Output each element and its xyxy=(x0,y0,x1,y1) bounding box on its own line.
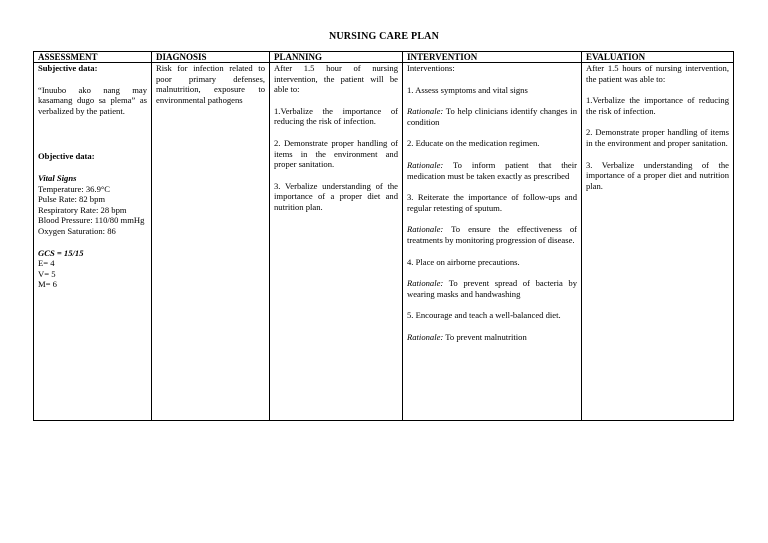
evaluation-item-2: 2. Demonstrate proper handling of items in the environment and proper sanitation. xyxy=(586,127,729,148)
vital-blood-pressure: Blood Pressure: 110/80 mmHg xyxy=(38,215,145,226)
vital-temperature: Temperature: 36.9°C xyxy=(38,183,111,194)
intervention-item-4: 4. Place on airborne precautions. xyxy=(407,256,520,267)
intervention-cell xyxy=(403,63,582,421)
diagnosis-text: Risk for infection related to poor primary defenses, malnutrition, exposure to environmental pathogens xyxy=(156,63,265,105)
rationale-1 xyxy=(407,106,577,127)
vital-signs-label: Vital Signs xyxy=(38,172,77,183)
header-row xyxy=(34,52,734,63)
objective-label: Objective data: xyxy=(38,151,95,162)
rationale-label: Rationale: xyxy=(407,106,444,117)
gcs-verbal: V= 5 xyxy=(38,268,56,279)
intervention-item-3: 3. Reiterate the importance of follow-ups and regular retesting of sputum. xyxy=(407,192,577,213)
rationale-text: To ensure the effectiveness of treatments by monitoring progression of disease. xyxy=(407,224,577,245)
header-diagnosis: DIAGNOSIS xyxy=(152,52,270,63)
gcs-label: GCS = 15/15 xyxy=(38,247,84,258)
evaluation-item-3: 3. Verbalize understanding of the importance of a proper diet and nutrition plan. xyxy=(586,159,729,191)
vital-pulse-rate: Pulse Rate: 82 bpm xyxy=(38,194,106,205)
planning-cell xyxy=(270,63,403,421)
vital-oxygen-saturation: Oxygen Saturation: 86 xyxy=(38,225,116,236)
header-planning: PLANNING xyxy=(270,52,403,63)
rationale-label: Rationale: xyxy=(407,278,444,289)
header-evaluation: EVALUATION xyxy=(582,52,734,63)
content-row xyxy=(34,63,734,421)
gcs-motor: M= 6 xyxy=(38,279,57,290)
planning-item-3: 3. Verbalize understanding of the importance of a proper diet and nutrition plan. xyxy=(274,180,398,212)
planning-item-2: 2. Demonstrate proper handling of items in the environment and proper sanitation. xyxy=(274,137,398,170)
rationale-label: Rationale: xyxy=(407,331,444,342)
planning-item-1: 1.Verbalize the importance of reducing the risk of infection. xyxy=(274,105,398,127)
rationale-label: Rationale: xyxy=(407,224,444,235)
rationale-4 xyxy=(407,278,577,299)
vital-respiratory-rate: Respiratory Rate: 28 bpm xyxy=(38,204,127,215)
evaluation-item-1: 1.Verbalize the importance of reducing the risk of infection. xyxy=(586,95,729,116)
rationale-label: Rationale: xyxy=(407,159,444,170)
rationale-text: To help clinicians identify changes in condition xyxy=(407,106,577,127)
diagnosis-cell xyxy=(152,63,270,421)
intervention-item-5: 5. Encourage and teach a well-balanced diet. xyxy=(407,310,561,321)
header-assessment: ASSESSMENT xyxy=(34,52,152,63)
rationale-2 xyxy=(407,160,577,181)
evaluation-intro: After 1.5 hours of nursing intervention, the patient was able to: xyxy=(586,63,729,84)
rationale-3 xyxy=(407,224,577,245)
intervention-item-2: 2. Educate on the medication regimen. xyxy=(407,138,540,149)
subjective-quote: “Inuubo ako nang may kasamang dugo sa plema” as verbalized by the patient. xyxy=(38,84,147,116)
subjective-label: Subjective data: xyxy=(38,63,98,73)
rationale-text: To inform patient that their medication must be taken exactly as prescribed xyxy=(407,159,577,181)
assessment-cell xyxy=(34,63,152,421)
rationale-5 xyxy=(407,332,577,343)
intervention-intro: Interventions: xyxy=(407,63,455,73)
evaluation-cell xyxy=(582,63,734,421)
intervention-item-1: 1. Assess symptoms and vital signs xyxy=(407,84,528,95)
header-intervention: INTERVENTION xyxy=(403,52,582,63)
rationale-text: To prevent spread of bacteria by wearing masks and handwashing xyxy=(407,278,577,299)
document-title: NURSING CARE PLAN xyxy=(328,31,440,42)
rationale-text: To prevent malnutrition xyxy=(443,331,527,342)
gcs-eye: E= 4 xyxy=(38,258,55,269)
planning-intro: After 1.5 hour of nursing intervention, the patient will be able to: xyxy=(274,63,398,95)
nursing-care-plan-table xyxy=(33,51,734,421)
